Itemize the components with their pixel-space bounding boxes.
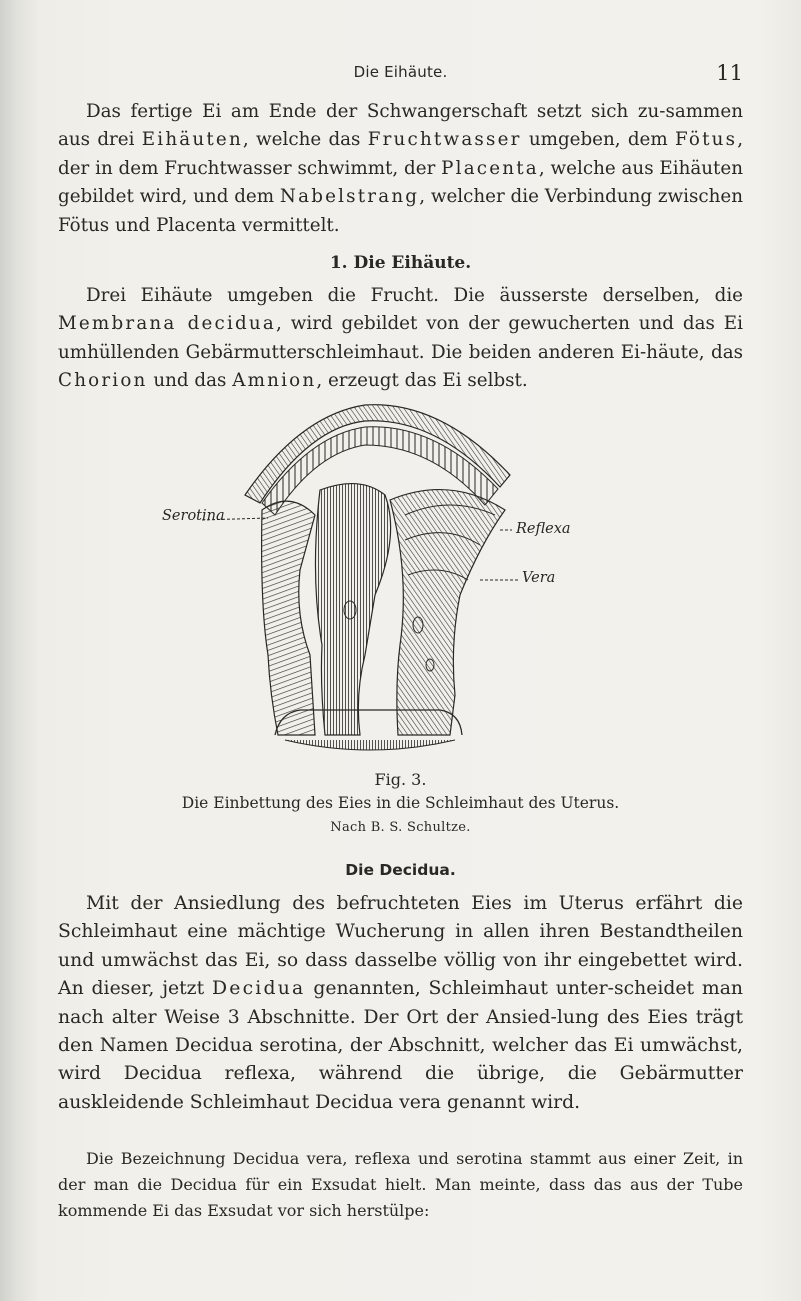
term-decidua: Decidua: [212, 978, 306, 1000]
intro-paragraph: [58, 98, 743, 240]
intro-text-5: , welche aus Eihäuten gebildet wird, und dem: [58, 157, 743, 208]
para2-text-4: , erzeugt das Ei selbst.: [316, 370, 528, 392]
intro-text-2: , welche das: [242, 129, 368, 151]
term-placenta: Placenta: [441, 157, 539, 179]
term-eihaeute: Eihäuten: [141, 129, 243, 151]
page-number: 11: [716, 61, 743, 85]
term-nabelstrang: Nabelstrang: [279, 186, 420, 208]
term-foetus: Fötus: [675, 129, 738, 151]
figure-decidua-illustration: [150, 395, 610, 770]
term-chorion: Chorion: [58, 370, 148, 392]
section-heading-eihaeute: 1. Die Eihäute.: [329, 253, 472, 273]
decidua-paragraph: [58, 890, 743, 1117]
label-reflexa: Reflexa: [516, 521, 571, 537]
term-fruchtwasser: Fruchtwasser: [367, 129, 522, 151]
para3-text-2: genannten, Schleimhaut unter-scheidet man nach alter Weise 3 Abschnitte. Der Ort der Ansied-lung des Eies trägt den Namen Decidua serotina, der Abschnitt, welcher das Ei umwächst, wird Decidua reflexa, während die übrige, die Gebärmutter auskleidende Schleimhaut Decidua vera genannt wird.: [58, 978, 743, 1113]
running-title: Die Eihäute.: [353, 63, 448, 81]
para3-text-1: Mit der Ansiedlung des befruchteten Eies im Uterus erfährt die Schleimhaut eine mächtige Wucherung in allen ihren Bestandtheilen und umwächst das Ei, so dass dasselbe völlig von ihr eingebettet wird. An dieser, jetzt: [58, 893, 743, 1000]
figure-number: Fig. 3.: [374, 770, 427, 789]
term-membrana-decidua: Membrana decidua: [58, 313, 276, 335]
note-paragraph: Die Bezeichnung Decidua vera, reflexa und serotina stammt aus einer Zeit, in der man die Decidua für ein Exsudat hielt. Man meinte, dass das aus der Tube kommende Ei das Exsudat vor sich herstülpe:: [58, 1149, 743, 1220]
intro-text-6: , welcher die Verbindung zwischen Fötus und Placenta vermittelt.: [58, 186, 744, 236]
term-amnion: Amnion: [232, 370, 317, 392]
figure-caption: Die Einbettung des Eies in die Schleimhaut des Uterus.: [181, 794, 620, 812]
eihaeute-paragraph: [58, 282, 743, 396]
para2-text-1: Drei Eihäute umgeben die Frucht. Die äusserste derselben, die: [86, 285, 743, 306]
page-header: [0, 62, 801, 86]
intro-text-4: , der in dem Fruchtwasser schwimmt, der: [58, 129, 744, 179]
intro-text-1: Das fertige Ei am Ende der Schwangerschaft setzt sich zu-sammen aus drei: [58, 101, 743, 151]
label-serotina: Serotina: [162, 508, 225, 524]
figure-credit: Nach B. S. Schultze.: [330, 820, 471, 835]
para2-text-3: und das: [147, 370, 233, 392]
para2-text-2: , wird gebildet von der gewucherten und das Ei umhüllenden Gebärmutterschleimhaut. Die beiden anderen Ei-häute, das: [58, 313, 743, 363]
intro-text-3: umgeben, dem: [521, 129, 675, 151]
label-vera: Vera: [522, 570, 556, 586]
section-heading-decidua: Die Decidua.: [345, 861, 456, 879]
